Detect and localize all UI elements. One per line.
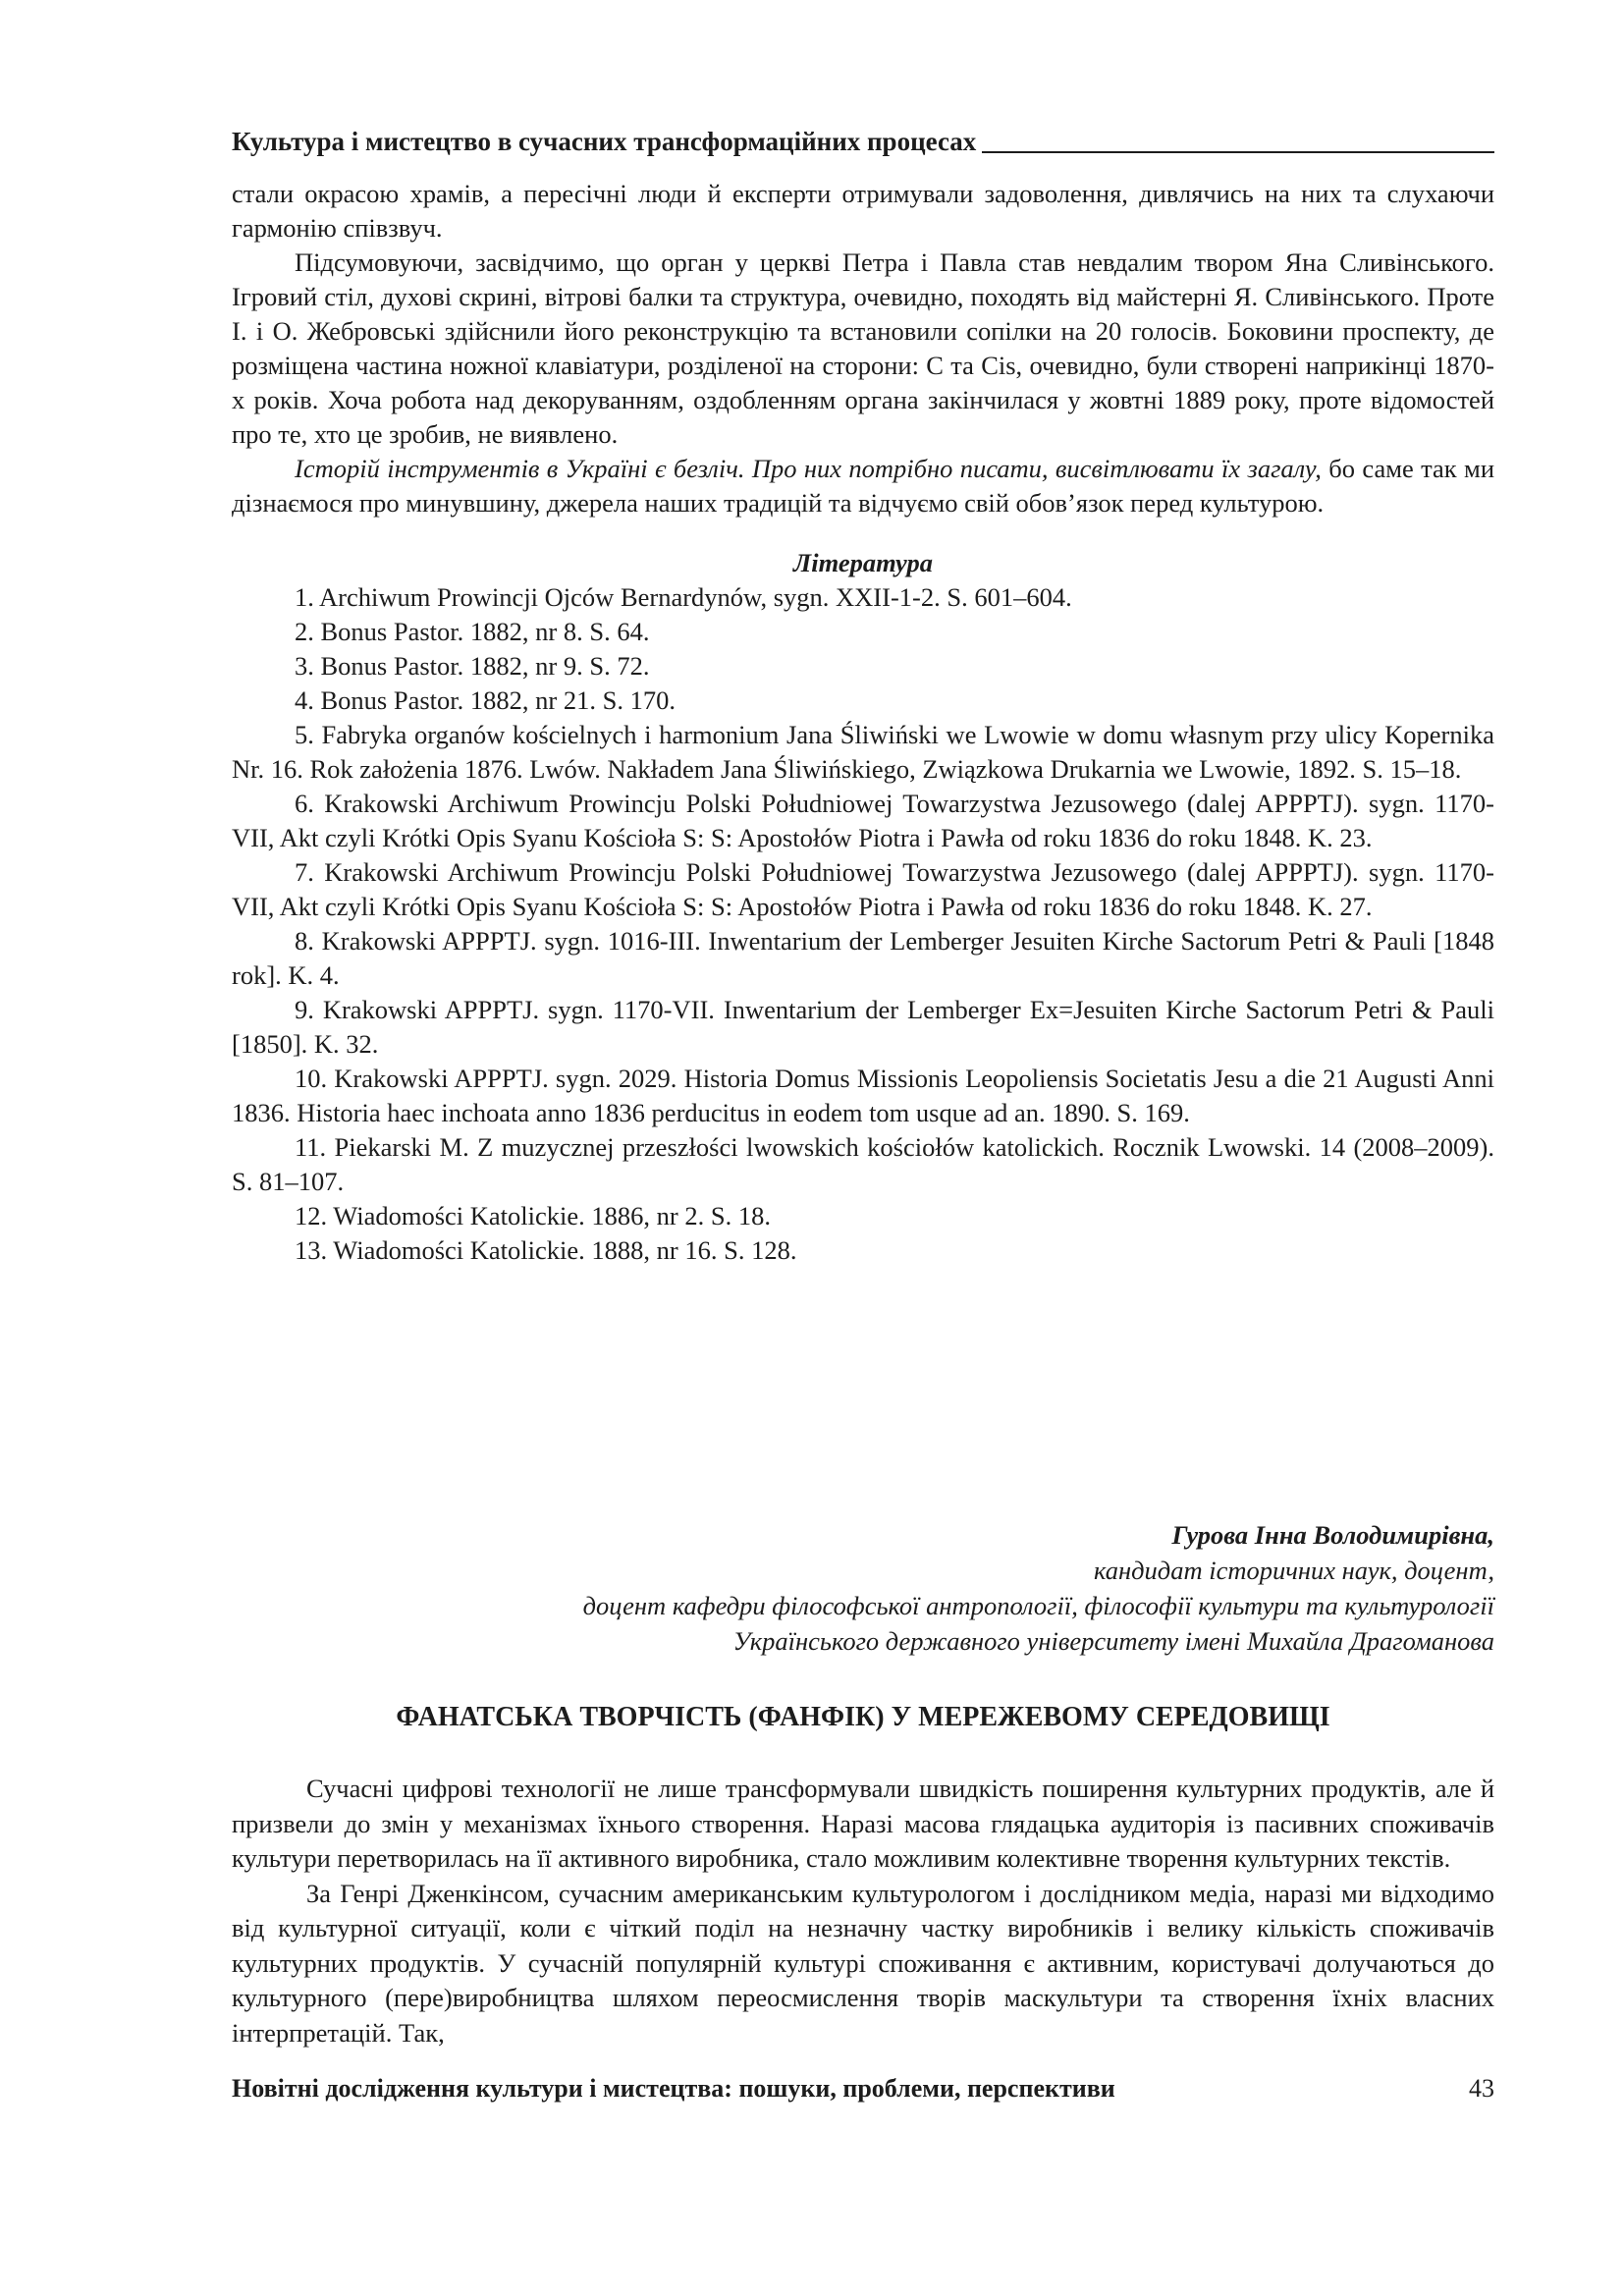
reference-item: 8. Krakowski APPPTJ. sygn. 1016-III. Inwentarium der Lemberger Jesuiten Kirche Sactorum Petri & Pauli [1848 rok]. K. 4. <box>232 926 1494 990</box>
reference-item: 6. Krakowski Archiwum Prowincju Polski Południowej Towarzystwa Jezusowego (dalej APPPTJ). sygn. 1170-VII, Akt czyli Krótki Opis Syanu Kościoła S: S: Apostołów Piotra i Pawła od roku 1836 do roku 1848. K. 23. <box>232 789 1494 852</box>
paragraph: стали окрасою храмів, а пересічні люди й експерти отримували задоволення, дивлячись на них та слухаючи гармонію співзвуч. <box>232 179 1494 243</box>
reference-item: 10. Krakowski APPPTJ. sygn. 2029. Historia Domus Missionis Leopoliensis Societatis Jesu a die 21 Augusti Anni 1836. Historia haec inchoata anno 1836 perducitus in eodem tom usque ad an. 1890. S. 169. <box>232 1064 1494 1127</box>
reference-item: 3. Bonus Pastor. 1882, nr 9. S. 72. <box>295 651 650 681</box>
reference-item: 12. Wiadomości Katolickie. 1886, nr 2. S. 18. <box>295 1201 771 1230</box>
paragraph: Підсумовуючи, засвідчимо, що орган у церкві Петра і Павла став невдалим твором Яна Сливінського. Ігровий стіл, духові скрині, вітрові балки та структура, очевидно, походять від майстерні Я. Сливінського. Проте І. і О. Жебровські здійснили його реконструкцію та встановили сопілки на 20 голосів. Боковини проспекту, де розміщена частина ножної клавіатури, розділеної на сторони: С та Cis, очевидно, були створені наприкінці 1870-х років. Хоча робота над декоруванням, оздобленням органа закінчилася у жовтні 1889 року, проте відомостей про те, хто це зробив, не виявлено. <box>232 247 1494 449</box>
journal-title: Новітні дослідження культури і мистецтва: пошуки, проблеми, перспективи <box>232 2074 1115 2103</box>
paragraph: Сучасні цифрові технології не лише трансформували швидкість поширення культурних продуктів, але й призвели до змін у механізмах їхнього створення. Наразі масова глядацька аудиторія із пасивних споживачів культури перетворилась на її активного виробника, стало можливим колективне творення культурних текстів. <box>232 1774 1494 1873</box>
running-header <box>232 126 1494 157</box>
reference-item: 11. Piekarski M. Z muzycznej przeszłości lwowskich kościołów katolickich. Rocznik Lwowski. 14 (2008–2009). S. 81–107. <box>232 1132 1494 1196</box>
reference-item: 13. Wiadomości Katolickie. 1888, nr 16. S. 128. <box>295 1235 797 1265</box>
article-body <box>232 1772 1494 2050</box>
literature-heading: Література <box>793 548 933 577</box>
reference-item: 4. Bonus Pastor. 1882, nr 21. S. 170. <box>295 685 676 715</box>
italic-phrase: Історій інструментів в Україні є безліч. Про них потрібно писати, висвітлювати їх загалу, <box>295 454 1322 483</box>
previous-article-ending <box>232 177 1494 1268</box>
author-position: доцент кафедри філософської антропології, філософії культури та культурології <box>582 1591 1494 1620</box>
header-rule <box>982 151 1494 153</box>
paragraph: За Генрі Дженкінсом, сучасним американським культурологом і дослідником медіа, наразі ми відходимо від культурної ситуації, коли є чіткий поділ на незначну частку виробників і велику кількість споживачів культурних продуктів. У сучасній популярній культурі споживання є активним, користувачі долучаються до культурного (пере)виробництва шляхом переосмислення творів маскультури та створення їхніх власних інтерпретацій. Так, <box>232 1878 1494 2048</box>
reference-item: 2. Bonus Pastor. 1882, nr 8. S. 64. <box>295 617 650 646</box>
reference-item: 9. Krakowski APPPTJ. sygn. 1170-VII. Inwentarium der Lemberger Ex=Jesuiten Kirche Sactorum Petri & Pauli [1850]. K. 32. <box>232 995 1494 1059</box>
author-block <box>232 1517 1494 1659</box>
page-number: 43 <box>1469 2074 1494 2103</box>
running-title: Культура і мистецтво в сучасних трансформаційних процесах <box>232 127 977 156</box>
author-degree: кандидат історичних наук, доцент, <box>1094 1556 1494 1585</box>
author-university: Українського державного університету імені Михайла Драгоманова <box>732 1626 1494 1656</box>
running-footer <box>232 2073 1494 2105</box>
paragraph-rest: бо саме так ми дізнаємося про минувшину, джерела наших традицій та відчуємо свій обов’язок перед культурою. <box>232 454 1494 518</box>
reference-item: 1. Archiwum Prowincji Ojców Bernardynów, sygn. XXII-1-2. S. 601–604. <box>295 582 1072 612</box>
article-title: ФАНАТСЬКА ТВОРЧІСТЬ (ФАНФІК) У МЕРЕЖЕВОМУ СЕРЕДОВИЩІ <box>396 1702 1330 1732</box>
reference-item: 5. Fabryka organów kościelnych i harmonium Jana Śliwiński we Lwowie w domu własnym przy ulicy Kopernika Nr. 16. Rok założenia 1876. Lwów. Nakładem Jana Śliwińskiego, Związkowa Drukarnia we Lwowie, 1892. S. 15–18. <box>232 720 1494 784</box>
reference-item: 7. Krakowski Archiwum Prowincju Polski Południowej Towarzystwa Jezusowego (dalej APPPTJ). sygn. 1170-VII, Akt czyli Krótki Opis Syanu Kościoła S: S: Apostołów Piotra i Pawła od roku 1836 do roku 1848. K. 27. <box>232 857 1494 921</box>
reference-list <box>232 580 1494 1268</box>
author-name: Гурова Інна Володимирівна, <box>1171 1520 1494 1550</box>
paragraph <box>232 452 1494 520</box>
